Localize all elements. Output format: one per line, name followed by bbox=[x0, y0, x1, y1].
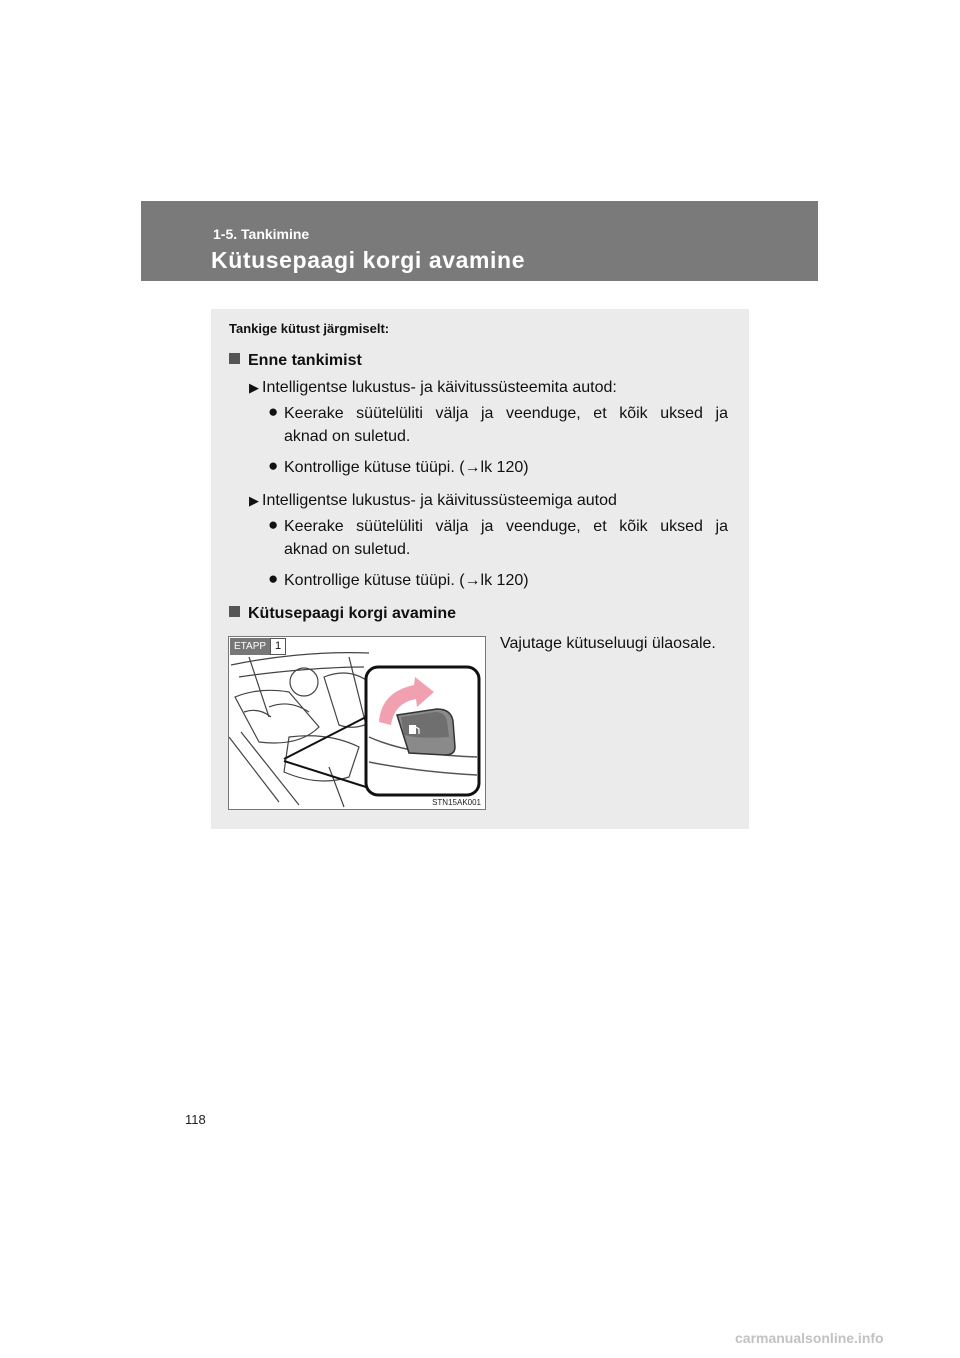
content-box bbox=[211, 309, 749, 829]
page-title: Kütusepaagi korgi avamine bbox=[211, 247, 526, 273]
section-heading-open-fuel-cap bbox=[229, 605, 456, 623]
section-label: 1-5. Tankimine bbox=[213, 226, 310, 242]
list-item-ignition-off: Keerake süütelüliti välja ja veenduge, et kõik uksed ja bbox=[284, 405, 728, 422]
image-code: STN15AK001 bbox=[432, 798, 481, 807]
intro-text: Tankige kütust järgmiselt: bbox=[229, 321, 390, 336]
list-item-ignition-off-cont: aknad on suletud. bbox=[284, 428, 411, 445]
heading-text: Enne tankimist bbox=[248, 352, 362, 369]
triangle-bullet-icon: ▶ bbox=[249, 493, 259, 508]
step-label: ETAPP bbox=[230, 638, 270, 655]
circle-bullet-icon: ● bbox=[268, 402, 279, 421]
square-bullet-icon bbox=[229, 606, 240, 617]
step-number: 1 bbox=[270, 638, 286, 655]
group-label-with-smart-key bbox=[249, 492, 617, 510]
circle-bullet-icon: ● bbox=[268, 569, 279, 588]
group-label-text: Intelligentse lukustus- ja käivitussüsteemita autod: bbox=[262, 379, 617, 396]
watermark: carmanualsonline.info bbox=[735, 1330, 884, 1346]
list-item-ignition-off-cont: aknad on suletud. bbox=[284, 541, 411, 558]
car-interior-drawing bbox=[229, 637, 485, 809]
list-item-check-fuel-type: Kontrollige kütuse tüüpi. (→lk 120) bbox=[284, 459, 529, 476]
circle-bullet-icon: ● bbox=[268, 515, 279, 534]
group-label-text: Intelligentse lukustus- ja käivitussüsteemiga autod bbox=[262, 492, 617, 509]
step-badge bbox=[230, 638, 286, 655]
square-bullet-icon bbox=[229, 353, 240, 364]
circle-bullet-icon: ● bbox=[268, 456, 279, 475]
step-instruction: Vajutage kütuseluugi ülaosale. bbox=[500, 635, 716, 652]
group-label-without-smart-key bbox=[249, 379, 617, 397]
page-number: 118 bbox=[185, 1112, 206, 1127]
header-band bbox=[141, 201, 818, 281]
heading-text: Kütusepaagi korgi avamine bbox=[248, 605, 457, 622]
list-item-check-fuel-type: Kontrollige kütuse tüüpi. (→lk 120) bbox=[284, 572, 529, 589]
list-item-ignition-off: Keerake süütelüliti välja ja veenduge, et kõik uksed ja bbox=[284, 518, 728, 535]
fuel-door-illustration bbox=[228, 636, 486, 810]
triangle-bullet-icon: ▶ bbox=[249, 380, 259, 395]
section-heading-before-refuel bbox=[229, 352, 362, 370]
